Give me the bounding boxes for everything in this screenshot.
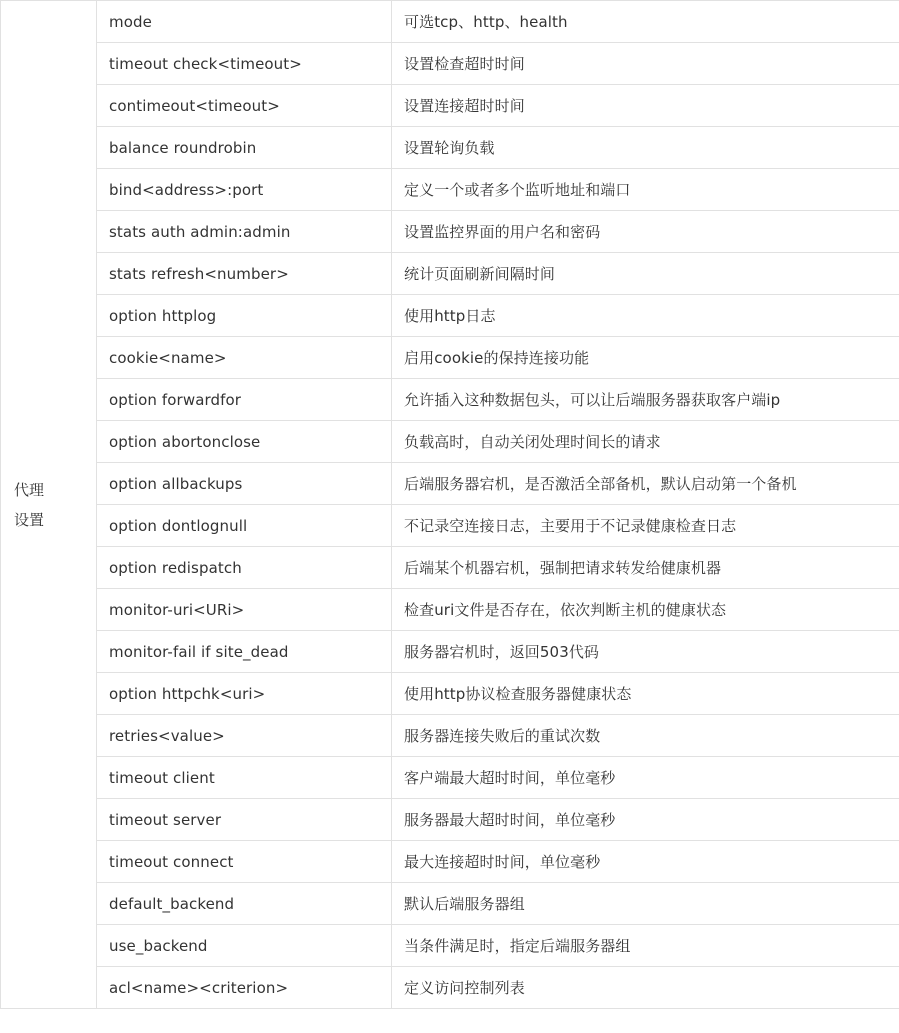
description-cell: 不记录空连接日志，主要用于不记录健康检查日志 <box>392 505 899 547</box>
table-row <box>1 295 899 337</box>
description-cell: 服务器连接失败后的重试次数 <box>392 715 899 757</box>
param-cell: option httpchk<uri> <box>97 673 392 715</box>
param-cell: stats auth admin:admin <box>97 211 392 253</box>
table-row <box>1 169 899 211</box>
param-cell: timeout check<timeout> <box>97 43 392 85</box>
description-cell: 最大连接超时时间，单位毫秒 <box>392 841 899 883</box>
table-row <box>1 589 899 631</box>
param-cell: cookie<name> <box>97 337 392 379</box>
param-cell: timeout server <box>97 799 392 841</box>
table-row <box>1 967 899 1009</box>
table-row <box>1 757 899 799</box>
description-cell: 负载高时，自动关闭处理时间长的请求 <box>392 421 899 463</box>
table-row <box>1 673 899 715</box>
table-row <box>1 85 899 127</box>
param-cell: use_backend <box>97 925 392 967</box>
param-cell: option forwardfor <box>97 379 392 421</box>
group-label-cell <box>1 1 97 1009</box>
param-cell: acl<name><criterion> <box>97 967 392 1009</box>
param-cell: option dontlognull <box>97 505 392 547</box>
param-cell: timeout client <box>97 757 392 799</box>
table-row <box>1 421 899 463</box>
table-row <box>1 379 899 421</box>
param-cell: option abortonclose <box>97 421 392 463</box>
description-cell: 检查uri文件是否存在，依次判断主机的健康状态 <box>392 589 899 631</box>
description-cell: 后端某个机器宕机，强制把请求转发给健康机器 <box>392 547 899 589</box>
group-label-line: 代理 <box>14 480 45 499</box>
description-cell: 后端服务器宕机，是否激活全部备机，默认启动第一个备机 <box>392 463 899 505</box>
param-cell: default_backend <box>97 883 392 925</box>
param-cell: mode <box>97 1 392 43</box>
table-row <box>1 547 899 589</box>
description-cell: 启用cookie的保持连接功能 <box>392 337 899 379</box>
table-row <box>1 883 899 925</box>
table-row <box>1 505 899 547</box>
description-cell: 统计页面刷新间隔时间 <box>392 253 899 295</box>
description-cell: 当条件满足时，指定后端服务器组 <box>392 925 899 967</box>
table-row <box>1 43 899 85</box>
description-cell: 使用http日志 <box>392 295 899 337</box>
table-body <box>1 1 899 1009</box>
table-row <box>1 799 899 841</box>
description-cell: 定义访问控制列表 <box>392 967 899 1009</box>
description-cell: 可选tcp、http、health <box>392 1 899 43</box>
param-cell: monitor-fail if site_dead <box>97 631 392 673</box>
param-cell: option allbackups <box>97 463 392 505</box>
description-cell: 设置轮询负载 <box>392 127 899 169</box>
description-cell: 使用http协议检查服务器健康状态 <box>392 673 899 715</box>
table-row <box>1 253 899 295</box>
table-row <box>1 841 899 883</box>
description-cell: 设置监控界面的用户名和密码 <box>392 211 899 253</box>
param-cell: timeout connect <box>97 841 392 883</box>
table-row <box>1 463 899 505</box>
description-cell: 允许插入这种数据包头，可以让后端服务器获取客户端ip <box>392 379 899 421</box>
description-cell: 定义一个或者多个监听地址和端口 <box>392 169 899 211</box>
table-row <box>1 631 899 673</box>
param-cell: monitor-uri<URi> <box>97 589 392 631</box>
param-cell: balance roundrobin <box>97 127 392 169</box>
description-cell: 默认后端服务器组 <box>392 883 899 925</box>
description-cell: 服务器宕机时，返回503代码 <box>392 631 899 673</box>
description-cell: 服务器最大超时时间，单位毫秒 <box>392 799 899 841</box>
param-cell: option httplog <box>97 295 392 337</box>
table-row <box>1 127 899 169</box>
table-row <box>1 211 899 253</box>
description-cell: 客户端最大超时时间，单位毫秒 <box>392 757 899 799</box>
table-row <box>1 715 899 757</box>
description-cell: 设置检查超时时间 <box>392 43 899 85</box>
param-cell: retries<value> <box>97 715 392 757</box>
table-row <box>1 925 899 967</box>
table-row <box>1 1 899 43</box>
param-cell: bind<address>:port <box>97 169 392 211</box>
table-row <box>1 337 899 379</box>
description-cell: 设置连接超时时间 <box>392 85 899 127</box>
param-cell: contimeout<timeout> <box>97 85 392 127</box>
param-cell: stats refresh<number> <box>97 253 392 295</box>
group-label-line: 设置 <box>14 510 45 529</box>
param-cell: option redispatch <box>97 547 392 589</box>
